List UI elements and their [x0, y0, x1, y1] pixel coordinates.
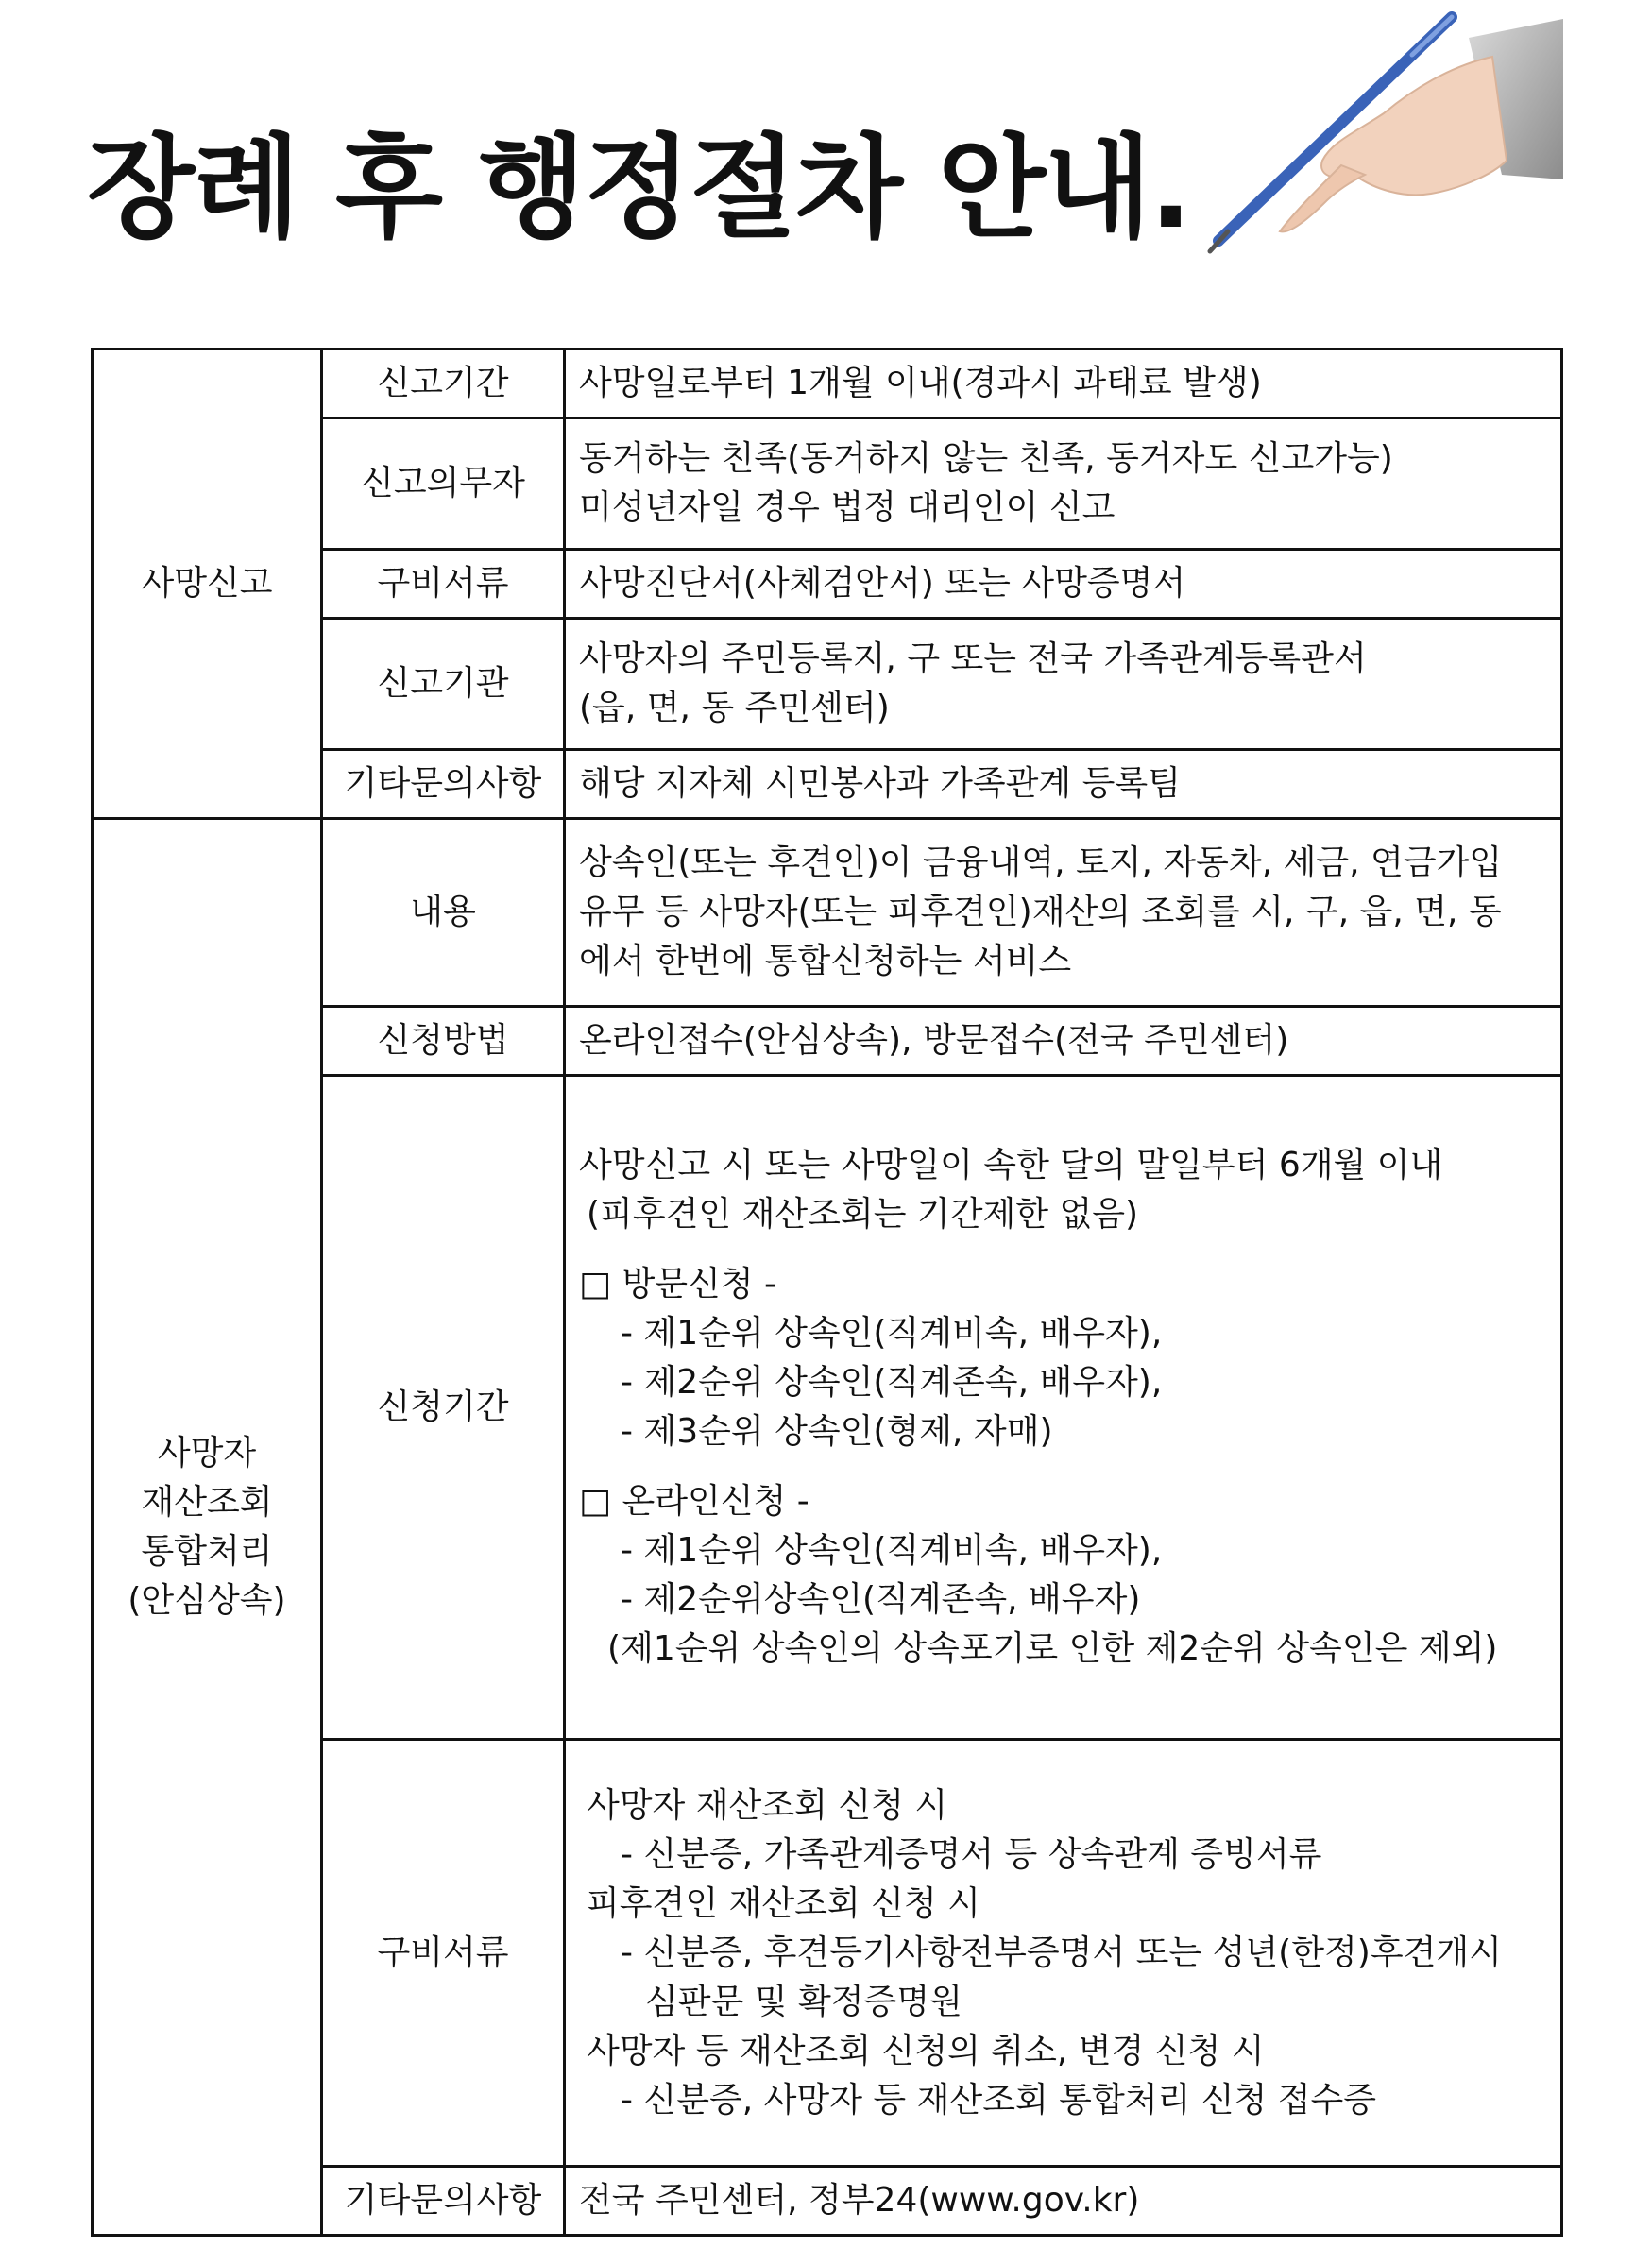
table-row	[93, 349, 1562, 418]
hand-holding-pen-icon	[1129, 0, 1563, 269]
row-label: 구비서류	[322, 1740, 565, 2167]
category-line: (안심상속)	[128, 1580, 286, 1620]
row-label: 신고기관	[322, 619, 565, 750]
value-line: 사망신고 시 또는 사망일이 속한 달의 말일부터 6개월 이내	[579, 1146, 1443, 1184]
category-line: 재산조회	[141, 1482, 273, 1522]
row-label: 신청기간	[322, 1076, 565, 1740]
value-line: 사망진단서(사체검안서) 또는 사망증명서	[579, 564, 1186, 603]
row-label: 내용	[322, 819, 565, 1007]
doc-heading: 피후견인 재산조회 신청 시	[587, 1883, 980, 1923]
category-death-report: 사망신고	[93, 349, 322, 819]
value-line: 상속인(또는 후견인)이 금융내역, 토지, 자동차, 세금, 연금가입	[579, 843, 1503, 882]
row-value	[565, 819, 1562, 1007]
row-value	[565, 349, 1562, 418]
value-line: 사망일로부터 1개월 이내(경과시 과태료 발생)	[579, 364, 1262, 402]
row-value	[565, 418, 1562, 550]
row-label: 기타문의사항	[322, 2167, 565, 2236]
value-line: 사망자의 주민등록지, 구 또는 전국 가족관계등록관서	[579, 639, 1367, 678]
list-item-continued: 심판문 및 확정증명원	[645, 1982, 962, 2021]
table-row	[93, 819, 1562, 1007]
list-item: - 신분증, 사망자 등 재산조회 통합처리 신청 접수증	[621, 2080, 1377, 2120]
row-value	[565, 1740, 1562, 2167]
row-value	[565, 1007, 1562, 1076]
value-line: 온라인접수(안심상속), 방문접수(전국 주민센터)	[579, 1021, 1289, 1060]
category-inheritance	[93, 819, 322, 2236]
category-line: 사망자	[157, 1433, 257, 1473]
list-item: - 제1순위 상속인(직계비속, 배우자),	[621, 1531, 1163, 1570]
value-line: 유무 등 사망자(또는 피후견인)재산의 조회를 시, 구, 읍, 면, 동	[579, 893, 1502, 931]
row-value	[565, 750, 1562, 819]
row-label: 기타문의사항	[322, 750, 565, 819]
row-value	[565, 550, 1562, 619]
list-item: - 신분증, 후견등기사항전부증명서 또는 성년(한정)후견개시	[621, 1933, 1502, 1972]
list-item: - 신분증, 가족관계증명서 등 상속관계 증빙서류	[621, 1834, 1322, 1874]
procedure-table	[91, 348, 1563, 2237]
row-label: 신고기간	[322, 349, 565, 418]
page-title: 장례 후 행정절차 안내.	[87, 123, 1190, 253]
value-line: 동거하는 친족(동거하지 않는 친족, 동거자도 신고가능)	[579, 439, 1393, 478]
doc-heading: 사망자 재산조회 신청 시	[587, 1785, 948, 1825]
row-value	[565, 2167, 1562, 2236]
online-note: (제1순위 상속인의 상속포기로 인한 제2순위 상속인은 제외)	[607, 1629, 1498, 1668]
visit-heading: □ 방문신청 -	[579, 1265, 776, 1303]
row-value	[565, 619, 1562, 750]
value-line: (읍, 면, 동 주민센터)	[579, 689, 890, 727]
list-item: - 제2순위상속인(직계존속, 배우자)	[621, 1580, 1141, 1619]
value-line: 에서 한번에 통합신청하는 서비스	[579, 942, 1072, 980]
row-value	[565, 1076, 1562, 1740]
row-label: 신청방법	[322, 1007, 565, 1076]
value-line: (피후견인 재산조회는 기간제한 없음)	[587, 1195, 1139, 1234]
list-item: - 제2순위 상속인(직계존속, 배우자),	[621, 1363, 1163, 1402]
row-label: 신고의무자	[322, 418, 565, 550]
value-line: 미성년자일 경우 법정 대리인이 신고	[579, 488, 1116, 527]
list-item: - 제3순위 상속인(형제, 자매)	[621, 1412, 1053, 1451]
category-line: 통합처리	[141, 1531, 273, 1571]
doc-heading: 사망자 등 재산조회 신청의 취소, 변경 신청 시	[587, 2031, 1265, 2070]
value-line: 해당 지자체 시민봉사과 가족관계 등록팀	[579, 764, 1181, 803]
value-line: 전국 주민센터, 정부24(www.gov.kr)	[579, 2181, 1140, 2220]
row-label: 구비서류	[322, 550, 565, 619]
online-heading: □ 온라인신청 -	[579, 1482, 809, 1521]
list-item: - 제1순위 상속인(직계비속, 배우자),	[621, 1314, 1163, 1353]
